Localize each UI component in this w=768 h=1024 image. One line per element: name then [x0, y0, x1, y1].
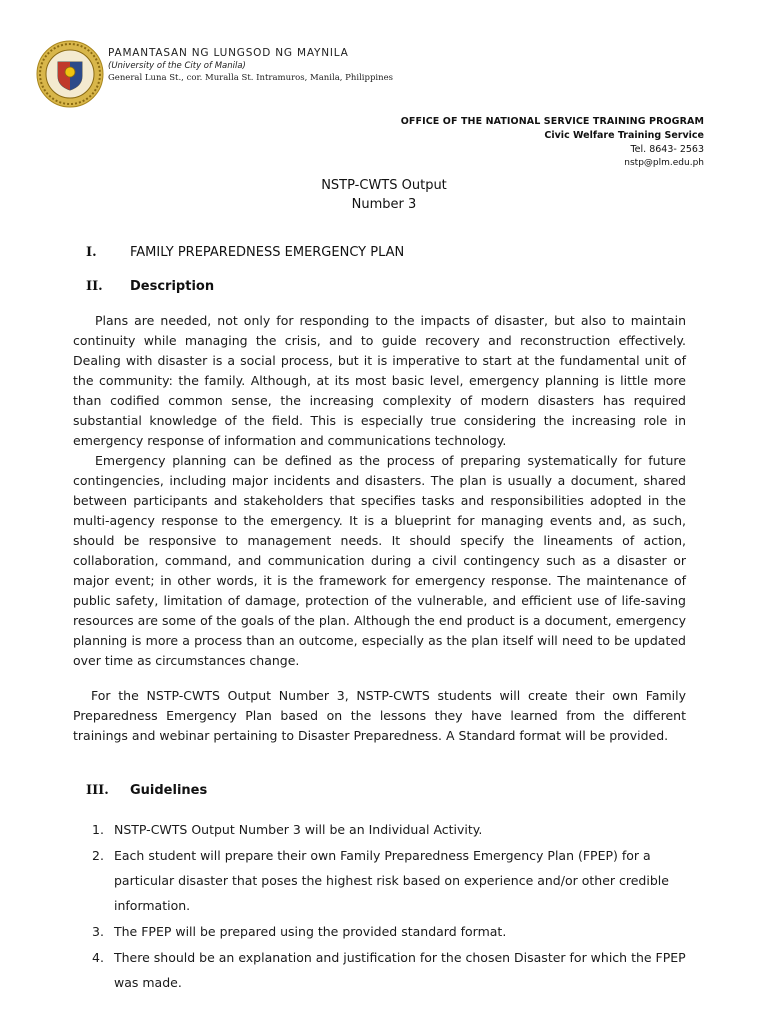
- office-phone: Tel. 8643- 2563: [630, 144, 704, 155]
- guideline-item: [92, 817, 712, 842]
- university-address: General Luna St., cor. Muralla St. Intramuros, Manila, Philippines: [108, 73, 393, 83]
- guideline-number: 3.: [92, 924, 104, 939]
- university-seal-logo: [36, 40, 104, 108]
- section-number: III.: [86, 783, 109, 798]
- office-block: [401, 116, 704, 168]
- university-english-name: (University of the City of Manila): [108, 61, 246, 71]
- section-label: Description: [130, 279, 215, 294]
- guidelines-list: [92, 817, 712, 996]
- section-label: Guidelines: [130, 783, 208, 798]
- guideline-item: [92, 945, 712, 995]
- guideline-number: 1.: [92, 822, 104, 837]
- description-paragraph-2: Emergency planning can be defined as the process of preparing systematically for future contingencies, including major incidents and disasters. The plan is usually a document, shared between participants and stakeholders that specifies tasks and responsibilities adopted in the multi-agency response to the emergency. It is a blueprint for managing events and, as such, should be responsive to management needs. It should specify the lineaments of action, collaboration, command, and communication during a civil contingency such as a disaster or major event; in other words, it is the framework for emergency response. The maintenance of public safety, limitation of damage, protection of the vulnerable, and efficient use of life-saving resources are some of the goals of the plan. Although the end product is a document, emergency planning is more a process than an outcome, especially as the plan itself will need to be updated over time as circumstances change.: [73, 453, 686, 668]
- guideline-text: NSTP-CWTS Output Number 3 will be an Individual Activity.: [114, 822, 483, 837]
- guideline-text: There should be an explanation and justification for the chosen Disaster for which the FPEP was made.: [114, 950, 686, 990]
- office-email: nstp@plm.edu.ph: [624, 158, 704, 168]
- description-paragraph-3: For the NSTP-CWTS Output Number 3, NSTP-CWTS students will create their own Family Preparedness Emergency Plan based on the lessons they have learned from the different trainings and webinar pertaining to Disaster Preparedness. A Standard format will be provided.: [73, 688, 686, 743]
- description-paragraph-1: Plans are needed, not only for responding to the impacts of disaster, but also to maintain continuity while managing the crisis, and to guide recovery and reconstruction effectively. Dealing with disaster is a social process, but it is imperative to start at the fundamental unit of the community: the family. Although, at its most basic level, emergency planning is little more than codified common sense, the increasing complexity of modern disasters has required substantial knowledge of the field. This is especially true considering the increasing role in emergency response of information and communications technology.: [73, 313, 686, 448]
- office-service: Civic Welfare Training Service: [544, 130, 704, 141]
- university-block: [108, 47, 393, 83]
- office-name: OFFICE OF THE NATIONAL SERVICE TRAINING PROGRAM: [400, 116, 704, 127]
- section-number: I.: [86, 245, 97, 260]
- guideline-text: The FPEP will be prepared using the provided standard format.: [114, 924, 507, 939]
- guideline-number: 2.: [92, 848, 104, 863]
- guideline-item: [92, 919, 712, 944]
- title-line-1: NSTP-CWTS Output: [321, 178, 447, 193]
- document-title: [0, 176, 768, 214]
- section-number: II.: [86, 279, 103, 294]
- guideline-number: 4.: [92, 950, 104, 965]
- title-line-2: Number 3: [351, 197, 417, 212]
- guideline-text: Each student will prepare their own Family Preparedness Emergency Plan (FPEP) for a particular disaster that poses the highest risk based on experience and/or other credible information.: [114, 848, 669, 913]
- university-name: PAMANTASAN NG LUNGSOD NG MAYNILA: [108, 47, 349, 59]
- guideline-item: [92, 843, 712, 918]
- section-label: FAMILY PREPAREDNESS EMERGENCY PLAN: [130, 245, 405, 260]
